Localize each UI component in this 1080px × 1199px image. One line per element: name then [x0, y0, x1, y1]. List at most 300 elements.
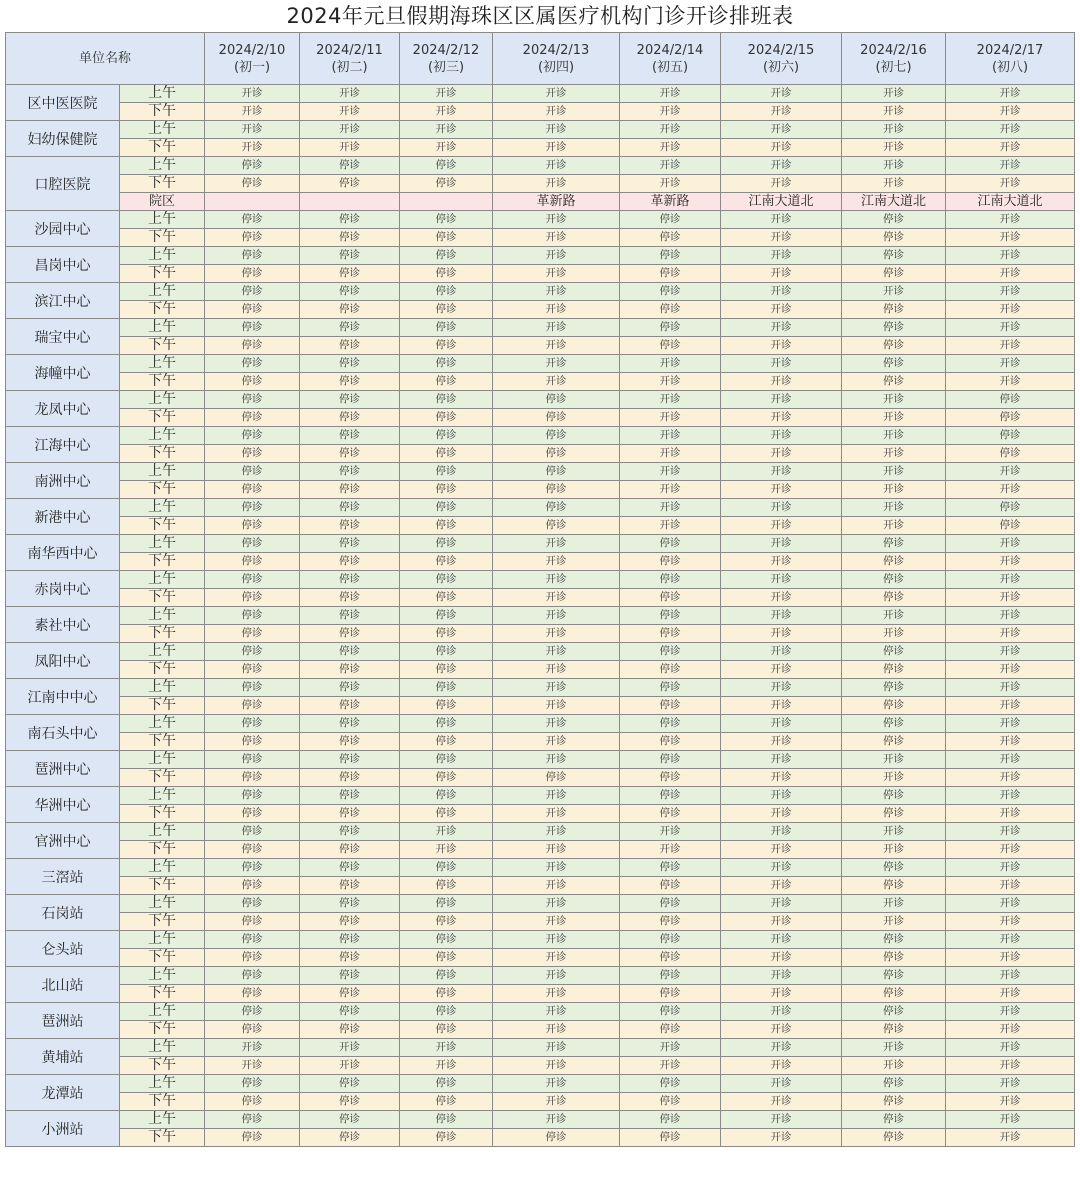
- status-cell: 开诊: [400, 1057, 493, 1075]
- unit-name: 江海中心: [6, 427, 120, 463]
- status-cell: 开诊: [842, 895, 946, 913]
- status-cell: 开诊: [493, 697, 620, 715]
- status-cell: 停诊: [400, 571, 493, 589]
- status-cell: 开诊: [493, 535, 620, 553]
- status-cell: 开诊: [946, 913, 1075, 931]
- status-cell: 停诊: [205, 481, 300, 499]
- status-cell: 停诊: [300, 679, 400, 697]
- status-cell: 开诊: [842, 157, 946, 175]
- status-cell: 停诊: [620, 247, 721, 265]
- status-cell: 停诊: [842, 301, 946, 319]
- status-cell: 开诊: [842, 121, 946, 139]
- status-cell: 停诊: [205, 823, 300, 841]
- table-row: [6, 283, 1075, 301]
- status-cell: 开诊: [842, 751, 946, 769]
- table-row: [6, 769, 1075, 787]
- status-cell: 开诊: [721, 535, 842, 553]
- status-cell: 停诊: [205, 373, 300, 391]
- status-cell: 开诊: [400, 103, 493, 121]
- schedule-table: [5, 32, 1075, 1147]
- status-cell: 停诊: [400, 427, 493, 445]
- status-cell: 开诊: [620, 409, 721, 427]
- morning-label: 上午: [120, 463, 205, 481]
- status-cell: 停诊: [205, 913, 300, 931]
- status-cell: 开诊: [946, 1111, 1075, 1129]
- table-row: [6, 1111, 1075, 1129]
- status-cell: 停诊: [205, 409, 300, 427]
- campus-row: [6, 193, 1075, 211]
- status-cell: 开诊: [721, 787, 842, 805]
- status-cell: 停诊: [620, 553, 721, 571]
- status-cell: 停诊: [400, 517, 493, 535]
- status-cell: 停诊: [842, 733, 946, 751]
- date-label: 2024/2/13: [522, 42, 590, 58]
- status-cell: 开诊: [946, 1003, 1075, 1021]
- table-row: [6, 337, 1075, 355]
- status-cell: 开诊: [946, 1075, 1075, 1093]
- status-cell: 开诊: [620, 427, 721, 445]
- status-cell: 停诊: [620, 301, 721, 319]
- status-cell: 开诊: [620, 139, 721, 157]
- status-cell: 开诊: [620, 445, 721, 463]
- status-cell: 停诊: [400, 553, 493, 571]
- unit-name: 昌岗中心: [6, 247, 120, 283]
- unit-name: 滨江中心: [6, 283, 120, 319]
- table-row: [6, 553, 1075, 571]
- morning-label: 上午: [120, 823, 205, 841]
- table-row: [6, 1075, 1075, 1093]
- date-header: [400, 33, 493, 85]
- unit-name: 南石头中心: [6, 715, 120, 751]
- status-cell: 开诊: [946, 571, 1075, 589]
- status-cell: 开诊: [842, 625, 946, 643]
- status-cell: 停诊: [620, 1111, 721, 1129]
- status-cell: 停诊: [205, 1021, 300, 1039]
- status-cell: 开诊: [721, 625, 842, 643]
- afternoon-label: 下午: [120, 301, 205, 319]
- afternoon-label: 下午: [120, 517, 205, 535]
- status-cell: 停诊: [842, 247, 946, 265]
- status-cell: 开诊: [620, 841, 721, 859]
- afternoon-label: 下午: [120, 409, 205, 427]
- status-cell: 开诊: [721, 409, 842, 427]
- status-cell: 停诊: [400, 1021, 493, 1039]
- status-cell: 停诊: [300, 265, 400, 283]
- status-cell: 停诊: [400, 1003, 493, 1021]
- status-cell: 停诊: [400, 301, 493, 319]
- status-cell: 停诊: [842, 355, 946, 373]
- status-cell: 停诊: [493, 517, 620, 535]
- status-cell: 开诊: [946, 481, 1075, 499]
- status-cell: 停诊: [205, 715, 300, 733]
- status-cell: 停诊: [620, 805, 721, 823]
- status-cell: 停诊: [205, 427, 300, 445]
- status-cell: 停诊: [400, 787, 493, 805]
- status-cell: 停诊: [842, 1129, 946, 1147]
- status-cell: 开诊: [721, 373, 842, 391]
- status-cell: 开诊: [946, 139, 1075, 157]
- status-cell: 停诊: [400, 319, 493, 337]
- table-row: [6, 103, 1075, 121]
- afternoon-label: 下午: [120, 985, 205, 1003]
- status-cell: 开诊: [493, 175, 620, 193]
- unit-name: 沙园中心: [6, 211, 120, 247]
- status-cell: 停诊: [300, 895, 400, 913]
- status-cell: 停诊: [620, 913, 721, 931]
- status-cell: 开诊: [721, 1057, 842, 1075]
- status-cell: 停诊: [620, 1075, 721, 1093]
- status-cell: 开诊: [946, 1129, 1075, 1147]
- status-cell: 停诊: [205, 625, 300, 643]
- status-cell: 开诊: [493, 733, 620, 751]
- status-cell: 开诊: [493, 823, 620, 841]
- status-cell: 停诊: [620, 571, 721, 589]
- status-cell: 停诊: [400, 643, 493, 661]
- status-cell: 开诊: [400, 121, 493, 139]
- status-cell: 开诊: [946, 841, 1075, 859]
- campus-cell: [300, 193, 400, 211]
- status-cell: 停诊: [842, 1003, 946, 1021]
- status-cell: 开诊: [721, 445, 842, 463]
- status-cell: 开诊: [721, 967, 842, 985]
- status-cell: 开诊: [842, 463, 946, 481]
- status-cell: 停诊: [842, 265, 946, 283]
- table-row: [6, 1129, 1075, 1147]
- status-cell: 开诊: [946, 301, 1075, 319]
- status-cell: 停诊: [205, 301, 300, 319]
- status-cell: 停诊: [842, 877, 946, 895]
- date-header: [842, 33, 946, 85]
- morning-label: 上午: [120, 715, 205, 733]
- table-row: [6, 733, 1075, 751]
- afternoon-label: 下午: [120, 589, 205, 607]
- table-row: [6, 1003, 1075, 1021]
- campus-cell: 江南大道北: [946, 193, 1075, 211]
- status-cell: 停诊: [300, 913, 400, 931]
- table-row: [6, 715, 1075, 733]
- status-cell: 停诊: [842, 1075, 946, 1093]
- unit-name: 赤岗中心: [6, 571, 120, 607]
- table-row: [6, 157, 1075, 175]
- status-cell: 开诊: [493, 265, 620, 283]
- morning-label: 上午: [120, 859, 205, 877]
- table-row: [6, 949, 1075, 967]
- status-cell: 停诊: [400, 913, 493, 931]
- date-label: 2024/2/15: [747, 42, 815, 58]
- date-header: [721, 33, 842, 85]
- status-cell: 开诊: [946, 1093, 1075, 1111]
- status-cell: 开诊: [946, 679, 1075, 697]
- status-cell: 开诊: [842, 85, 946, 103]
- status-cell: 开诊: [620, 391, 721, 409]
- status-cell: 开诊: [946, 985, 1075, 1003]
- morning-label: 上午: [120, 283, 205, 301]
- status-cell: 停诊: [842, 949, 946, 967]
- afternoon-label: 下午: [120, 697, 205, 715]
- afternoon-label: 下午: [120, 481, 205, 499]
- unit-name: 南洲中心: [6, 463, 120, 499]
- status-cell: 停诊: [205, 697, 300, 715]
- unit-name: 江南中中心: [6, 679, 120, 715]
- status-cell: 停诊: [620, 985, 721, 1003]
- status-cell: 开诊: [721, 607, 842, 625]
- status-cell: 停诊: [400, 337, 493, 355]
- status-cell: 停诊: [842, 229, 946, 247]
- status-cell: 开诊: [493, 1111, 620, 1129]
- status-cell: 开诊: [493, 247, 620, 265]
- unit-name: 琶洲中心: [6, 751, 120, 787]
- status-cell: 停诊: [493, 427, 620, 445]
- status-cell: 开诊: [842, 391, 946, 409]
- status-cell: 停诊: [205, 967, 300, 985]
- status-cell: 停诊: [400, 625, 493, 643]
- status-cell: 开诊: [721, 679, 842, 697]
- status-cell: 停诊: [205, 859, 300, 877]
- status-cell: 开诊: [493, 157, 620, 175]
- table-row: [6, 355, 1075, 373]
- status-cell: 开诊: [493, 1093, 620, 1111]
- status-cell: 停诊: [205, 229, 300, 247]
- morning-label: 上午: [120, 643, 205, 661]
- status-cell: 停诊: [400, 697, 493, 715]
- campus-cell: 江南大道北: [842, 193, 946, 211]
- unit-name: 瑞宝中心: [6, 319, 120, 355]
- status-cell: 开诊: [620, 85, 721, 103]
- status-cell: 停诊: [205, 607, 300, 625]
- morning-label: 上午: [120, 1111, 205, 1129]
- status-cell: 停诊: [400, 247, 493, 265]
- status-cell: 开诊: [493, 643, 620, 661]
- table-row: [6, 319, 1075, 337]
- unit-name: 三滘站: [6, 859, 120, 895]
- status-cell: 停诊: [620, 697, 721, 715]
- campus-label: 院区: [120, 193, 205, 211]
- status-cell: 停诊: [300, 1111, 400, 1129]
- morning-label: 上午: [120, 967, 205, 985]
- status-cell: 停诊: [205, 355, 300, 373]
- lunar-date-label: (初一): [233, 59, 271, 75]
- status-cell: 停诊: [400, 679, 493, 697]
- status-cell: 开诊: [721, 301, 842, 319]
- status-cell: 停诊: [842, 1021, 946, 1039]
- header-row: [6, 33, 1075, 85]
- unit-name: 素社中心: [6, 607, 120, 643]
- status-cell: 停诊: [620, 589, 721, 607]
- status-cell: 停诊: [400, 355, 493, 373]
- status-cell: 开诊: [493, 337, 620, 355]
- status-cell: 停诊: [620, 625, 721, 643]
- table-row: [6, 427, 1075, 445]
- status-cell: 开诊: [946, 1057, 1075, 1075]
- status-cell: 停诊: [620, 1003, 721, 1021]
- status-cell: 停诊: [620, 733, 721, 751]
- status-cell: 开诊: [493, 661, 620, 679]
- table-row: [6, 1093, 1075, 1111]
- morning-label: 上午: [120, 157, 205, 175]
- status-cell: 开诊: [946, 463, 1075, 481]
- unit-name: 仑头站: [6, 931, 120, 967]
- table-row: [6, 85, 1075, 103]
- status-cell: 停诊: [300, 373, 400, 391]
- status-cell: 开诊: [842, 607, 946, 625]
- status-cell: 停诊: [400, 481, 493, 499]
- unit-name: 官洲中心: [6, 823, 120, 859]
- date-header: [620, 33, 721, 85]
- morning-label: 上午: [120, 679, 205, 697]
- status-cell: 停诊: [205, 787, 300, 805]
- morning-label: 上午: [120, 85, 205, 103]
- status-cell: 开诊: [300, 85, 400, 103]
- status-cell: 开诊: [842, 913, 946, 931]
- status-cell: 停诊: [842, 1111, 946, 1129]
- status-cell: 停诊: [300, 949, 400, 967]
- status-cell: 停诊: [300, 337, 400, 355]
- status-cell: 停诊: [620, 229, 721, 247]
- status-cell: 停诊: [205, 265, 300, 283]
- status-cell: 开诊: [946, 751, 1075, 769]
- table-row: [6, 589, 1075, 607]
- table-row: [6, 931, 1075, 949]
- status-cell: 停诊: [620, 1093, 721, 1111]
- status-cell: 开诊: [946, 337, 1075, 355]
- status-cell: 开诊: [620, 463, 721, 481]
- status-cell: 停诊: [300, 751, 400, 769]
- status-cell: 停诊: [400, 1075, 493, 1093]
- status-cell: 开诊: [493, 373, 620, 391]
- status-cell: 停诊: [842, 337, 946, 355]
- status-cell: 开诊: [842, 1039, 946, 1057]
- status-cell: 开诊: [721, 805, 842, 823]
- status-cell: 停诊: [946, 445, 1075, 463]
- table-row: [6, 409, 1075, 427]
- status-cell: 停诊: [842, 643, 946, 661]
- status-cell: 停诊: [620, 877, 721, 895]
- status-cell: 停诊: [400, 463, 493, 481]
- status-cell: 开诊: [946, 769, 1075, 787]
- status-cell: 停诊: [300, 157, 400, 175]
- status-cell: 开诊: [493, 715, 620, 733]
- status-cell: 停诊: [300, 319, 400, 337]
- afternoon-label: 下午: [120, 769, 205, 787]
- status-cell: 开诊: [946, 319, 1075, 337]
- status-cell: 停诊: [620, 607, 721, 625]
- status-cell: 停诊: [205, 877, 300, 895]
- status-cell: 开诊: [842, 517, 946, 535]
- status-cell: 开诊: [493, 1075, 620, 1093]
- date-header: [493, 33, 620, 85]
- unit-name: 区中医医院: [6, 85, 120, 121]
- status-cell: 停诊: [620, 715, 721, 733]
- status-cell: 停诊: [300, 1021, 400, 1039]
- status-cell: 停诊: [300, 643, 400, 661]
- morning-label: 上午: [120, 391, 205, 409]
- lunar-date-label: (初七): [875, 59, 912, 75]
- status-cell: 停诊: [400, 535, 493, 553]
- status-cell: 开诊: [842, 481, 946, 499]
- status-cell: 停诊: [400, 211, 493, 229]
- status-cell: 开诊: [721, 85, 842, 103]
- status-cell: 开诊: [721, 895, 842, 913]
- status-cell: 开诊: [493, 229, 620, 247]
- status-cell: 开诊: [721, 139, 842, 157]
- status-cell: 开诊: [721, 355, 842, 373]
- status-cell: 停诊: [620, 949, 721, 967]
- date-label: 2024/2/14: [636, 42, 704, 58]
- status-cell: 停诊: [842, 859, 946, 877]
- unit-name: 小洲站: [6, 1111, 120, 1147]
- status-cell: 停诊: [493, 391, 620, 409]
- status-cell: 开诊: [721, 121, 842, 139]
- lunar-date-label: (初二): [331, 59, 368, 75]
- status-cell: 开诊: [721, 463, 842, 481]
- status-cell: 开诊: [946, 733, 1075, 751]
- table-row: [6, 175, 1075, 193]
- status-cell: 开诊: [721, 1039, 842, 1057]
- status-cell: 停诊: [205, 553, 300, 571]
- unit-name: 北山站: [6, 967, 120, 1003]
- status-cell: 开诊: [300, 1057, 400, 1075]
- lunar-date-label: (初三): [427, 59, 465, 75]
- date-label: 2024/2/12: [412, 42, 480, 58]
- status-cell: 停诊: [300, 1093, 400, 1111]
- status-cell: 开诊: [721, 1021, 842, 1039]
- date-header: [205, 33, 300, 85]
- status-cell: 开诊: [946, 949, 1075, 967]
- status-cell: 开诊: [946, 211, 1075, 229]
- status-cell: 停诊: [620, 211, 721, 229]
- afternoon-label: 下午: [120, 373, 205, 391]
- status-cell: 停诊: [946, 499, 1075, 517]
- status-cell: 停诊: [300, 553, 400, 571]
- status-cell: 停诊: [620, 859, 721, 877]
- unit-name: 石岗站: [6, 895, 120, 931]
- status-cell: 停诊: [300, 805, 400, 823]
- status-cell: 开诊: [493, 319, 620, 337]
- status-cell: 开诊: [721, 949, 842, 967]
- status-cell: 停诊: [946, 517, 1075, 535]
- status-cell: 开诊: [721, 877, 842, 895]
- status-cell: 开诊: [842, 427, 946, 445]
- date-label: 2024/2/16: [860, 42, 927, 58]
- status-cell: 开诊: [721, 985, 842, 1003]
- status-cell: 开诊: [620, 373, 721, 391]
- lunar-date-label: (初五): [651, 59, 689, 75]
- status-cell: 停诊: [493, 769, 620, 787]
- afternoon-label: 下午: [120, 229, 205, 247]
- table-row: [6, 787, 1075, 805]
- status-cell: 停诊: [300, 247, 400, 265]
- status-cell: 开诊: [721, 103, 842, 121]
- status-cell: 停诊: [300, 877, 400, 895]
- status-cell: 停诊: [205, 283, 300, 301]
- status-cell: 开诊: [946, 895, 1075, 913]
- status-cell: 停诊: [300, 769, 400, 787]
- status-cell: 开诊: [620, 1057, 721, 1075]
- unit-name: 龙凤中心: [6, 391, 120, 427]
- status-cell: 开诊: [721, 517, 842, 535]
- afternoon-label: 下午: [120, 337, 205, 355]
- status-cell: 开诊: [493, 139, 620, 157]
- status-cell: 开诊: [493, 1021, 620, 1039]
- status-cell: 停诊: [300, 841, 400, 859]
- status-cell: 开诊: [721, 481, 842, 499]
- table-row: [6, 535, 1075, 553]
- status-cell: 开诊: [205, 139, 300, 157]
- status-cell: 开诊: [946, 283, 1075, 301]
- status-cell: 开诊: [946, 787, 1075, 805]
- status-cell: 开诊: [493, 787, 620, 805]
- table-row: [6, 823, 1075, 841]
